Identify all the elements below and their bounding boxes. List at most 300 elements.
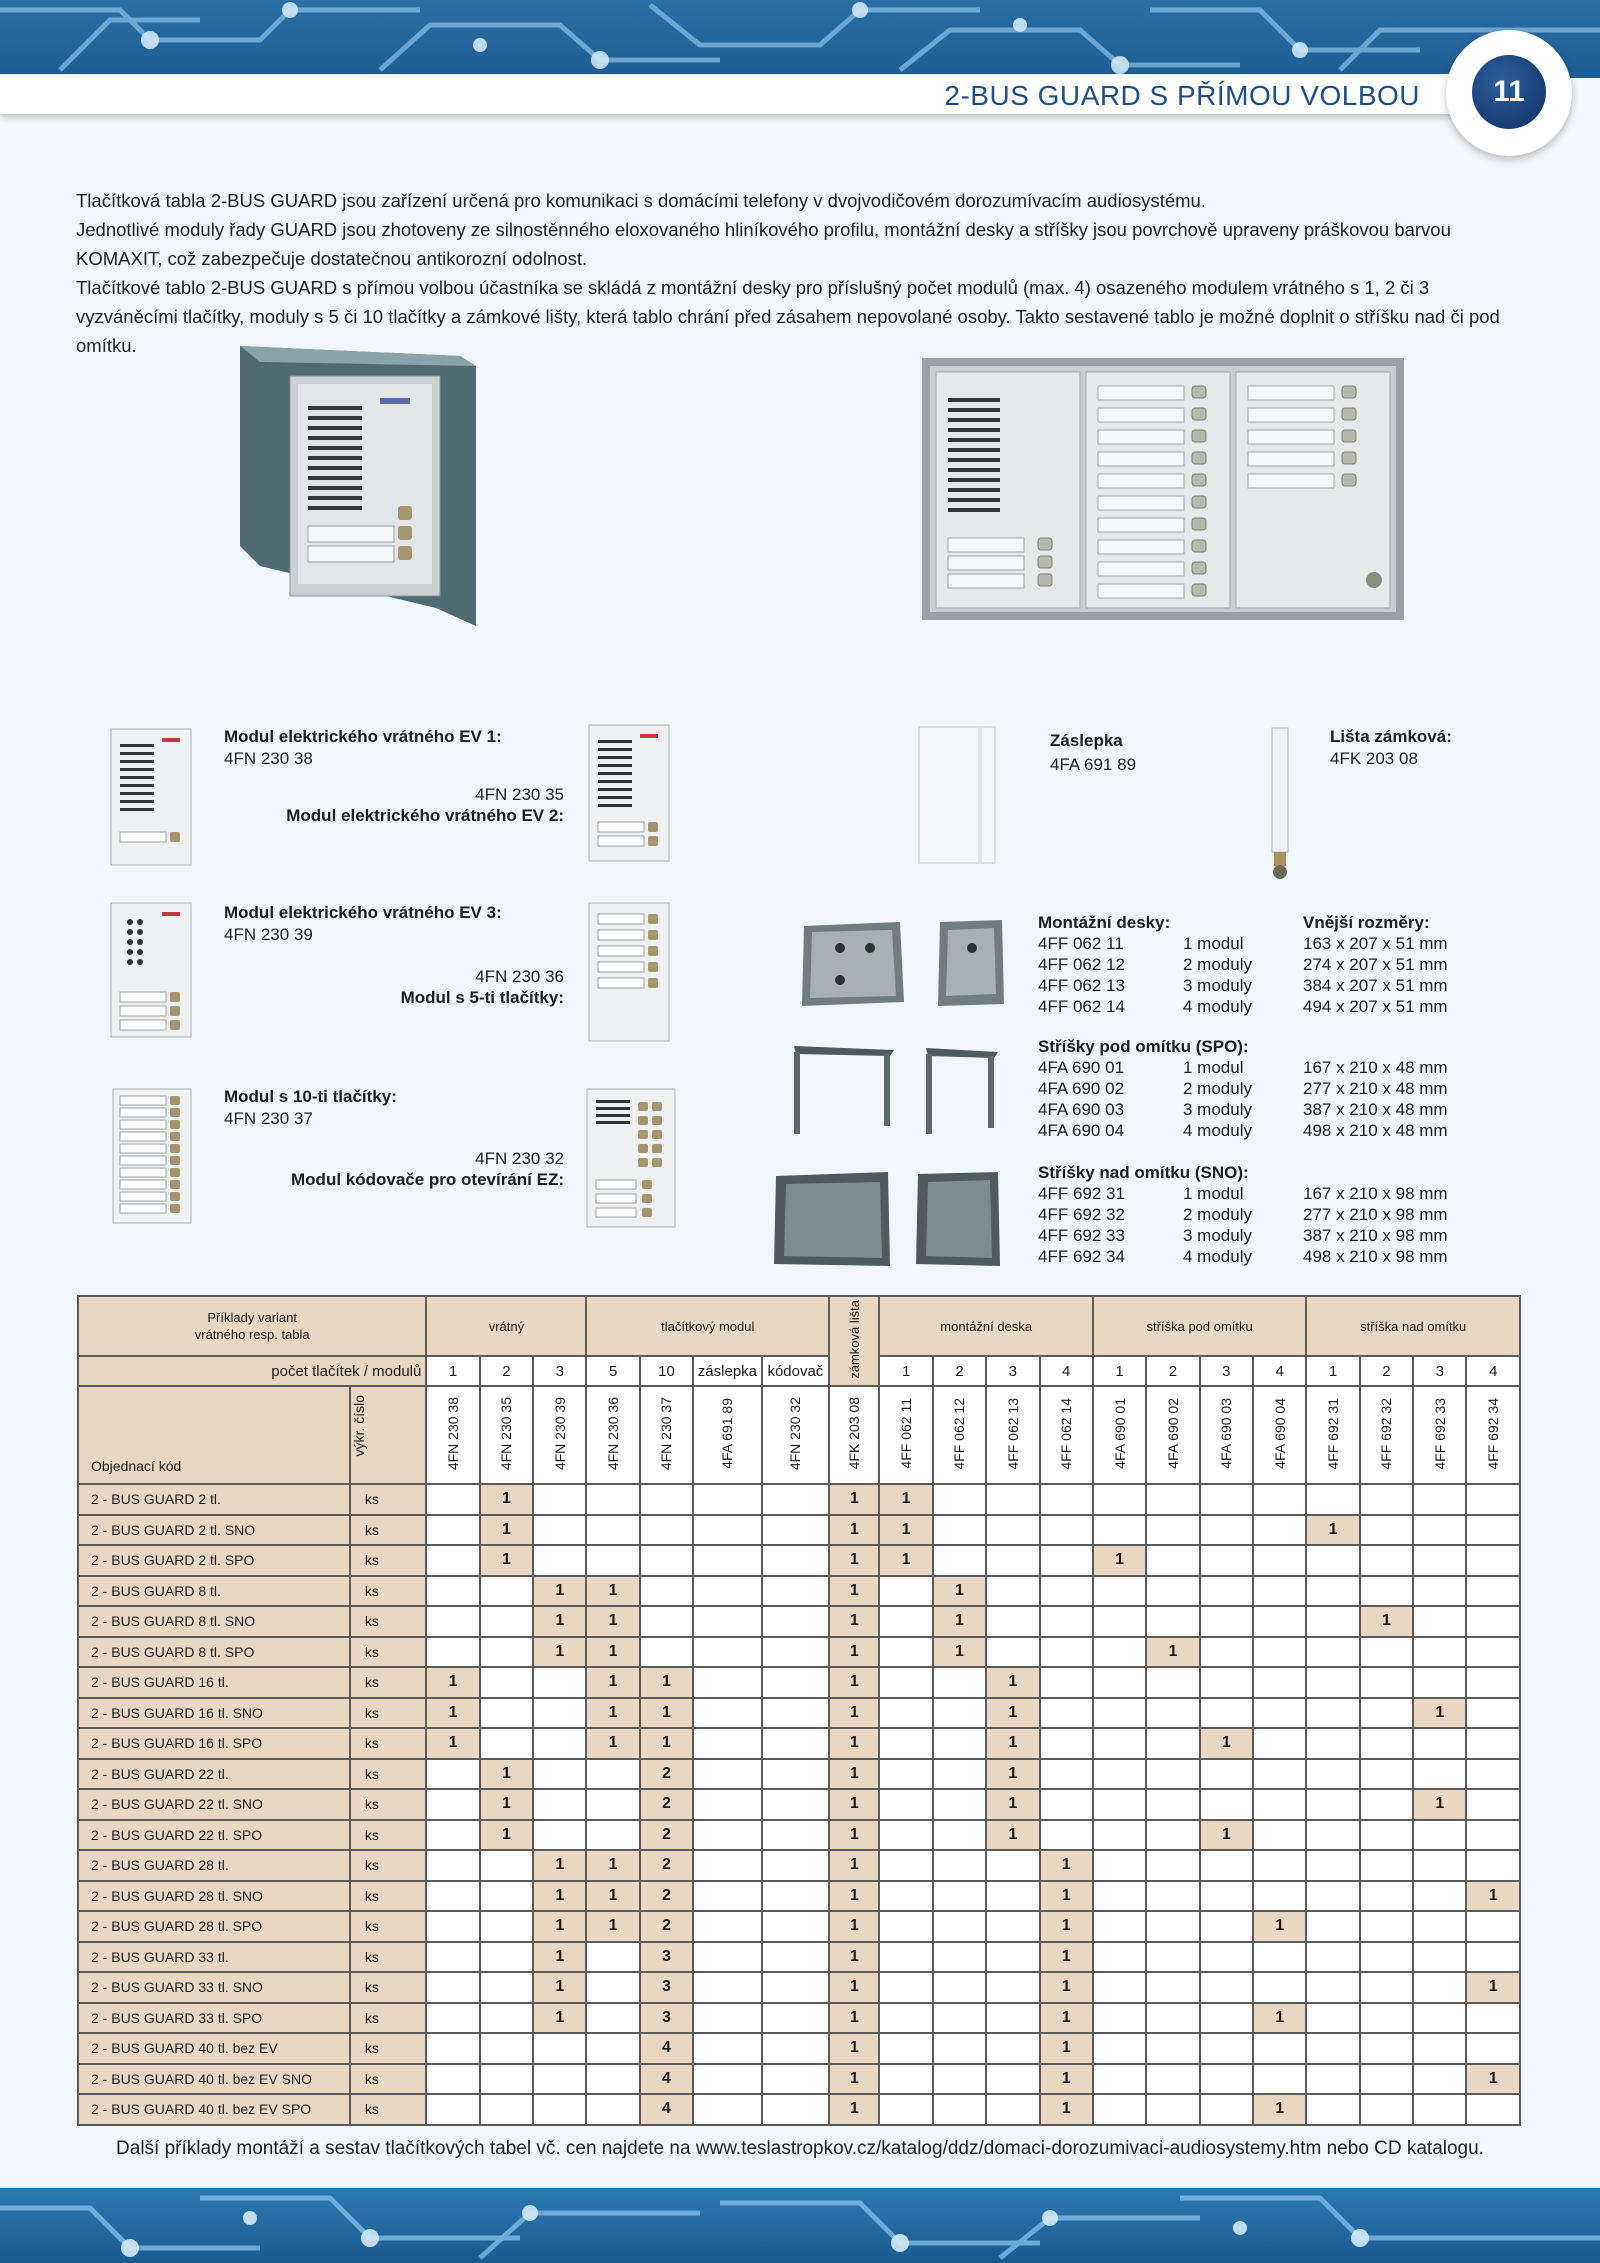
table-part-code — [1146, 1386, 1199, 1484]
quantity-cell — [426, 1576, 479, 1607]
quantity-cell — [693, 1606, 761, 1637]
quantity-cell — [1040, 1789, 1093, 1820]
quantity-cell: 1 — [640, 1698, 693, 1729]
quantity-cell: 1 — [879, 1545, 932, 1576]
quantity-cell — [1146, 1820, 1199, 1851]
quantity-cell: 1 — [480, 1515, 533, 1546]
table-row — [78, 2064, 1520, 2095]
variant-unit: ks — [350, 1850, 427, 1881]
variant-unit: ks — [350, 1606, 427, 1637]
variant-name: 2 - BUS GUARD 2 tl. SPO — [78, 1545, 350, 1576]
spec-code: 4FA 690 04 — [1038, 1121, 1125, 1140]
quantity-cell — [1413, 1850, 1466, 1881]
quantity-cell — [1146, 1484, 1199, 1515]
variant-name: 2 - BUS GUARD 33 tl. SPO — [78, 2003, 350, 2034]
quantity-cell — [986, 1637, 1039, 1668]
quantity-cell — [1146, 2033, 1199, 2064]
table-part-no-text: výkr. číslo — [350, 1395, 367, 1457]
table-row — [78, 1911, 1520, 1942]
quantity-cell — [933, 1820, 986, 1851]
table-part-code — [480, 1386, 533, 1484]
quantity-cell — [933, 1881, 986, 1912]
quantity-cell — [533, 1698, 586, 1729]
table-part-code — [1253, 1386, 1306, 1484]
quantity-cell — [1466, 1759, 1520, 1790]
quantity-cell — [933, 1698, 986, 1729]
quantity-cell — [1040, 1545, 1093, 1576]
quantity-cell — [1253, 1667, 1306, 1698]
spec-size: 3 moduly — [1183, 1100, 1252, 1119]
quantity-cell — [762, 1667, 829, 1698]
quantity-cell — [1253, 1789, 1306, 1820]
lock-strip-name: Lišta zámková: — [1330, 727, 1452, 746]
quantity-cell — [1253, 1881, 1306, 1912]
quantity-cell: 3 — [640, 1972, 693, 2003]
quantity-cell: 1 — [533, 2003, 586, 2034]
spo-roof-row — [1038, 1057, 1503, 1078]
quantity-cell — [480, 2033, 533, 2064]
spec-size: 4 moduly — [1183, 1121, 1252, 1140]
part-code-text: 4FA 690 02 — [1164, 1398, 1181, 1469]
quantity-cell — [693, 1576, 761, 1607]
quantity-cell — [426, 1942, 479, 1973]
quantity-cell: 1 — [986, 1698, 1039, 1729]
quantity-cell — [1306, 1606, 1359, 1637]
quantity-cell — [1360, 1576, 1413, 1607]
quantity-cell — [1253, 1850, 1306, 1881]
quantity-cell: 1 — [829, 1759, 879, 1790]
quantity-cell: 1 — [1306, 1515, 1359, 1546]
quantity-cell — [1413, 1881, 1466, 1912]
quantity-cell — [762, 1728, 829, 1759]
quantity-cell — [1306, 1850, 1359, 1881]
quantity-cell: 1 — [1040, 1850, 1093, 1881]
intro-paragraph: Tlačítková tabla 2-BUS GUARD jsou zařízení určená pro komunikaci s domácími telefony v dvojvodičovém dorozumívacím audiosystému. — [76, 190, 1206, 211]
quantity-cell — [533, 1759, 586, 1790]
quantity-cell — [1413, 1820, 1466, 1851]
quantity-cell — [933, 1942, 986, 1973]
quantity-cell — [879, 1942, 932, 1973]
quantity-cell — [933, 1667, 986, 1698]
quantity-cell — [1040, 1515, 1093, 1546]
quantity-cell — [480, 1942, 533, 1973]
quantity-cell — [586, 1972, 639, 2003]
quantity-cell: 1 — [829, 1789, 879, 1820]
quantity-cell — [426, 1820, 479, 1851]
quantity-cell — [986, 2003, 1039, 2034]
quantity-cell — [986, 2064, 1039, 2095]
quantity-cell — [879, 1606, 932, 1637]
quantity-cell: 1 — [480, 1484, 533, 1515]
quantity-cell: 1 — [1093, 1545, 1146, 1576]
quantity-cell — [1093, 2064, 1146, 2095]
quantity-cell — [1253, 1606, 1306, 1637]
quantity-cell — [1040, 1637, 1093, 1668]
quantity-cell — [640, 1576, 693, 1607]
quantity-cell — [1306, 1637, 1359, 1668]
quantity-cell — [480, 1576, 533, 1607]
quantity-cell: 1 — [986, 1728, 1039, 1759]
table-part-code — [1040, 1386, 1093, 1484]
quantity-cell — [426, 2033, 479, 2064]
quantity-cell — [879, 2003, 932, 2034]
part-code-text: 4FA 691 89 — [719, 1398, 736, 1469]
quantity-cell — [1360, 1820, 1413, 1851]
quantity-cell — [533, 1545, 586, 1576]
quantity-cell — [1200, 1789, 1253, 1820]
quantity-cell — [1253, 1545, 1306, 1576]
variant-unit: ks — [350, 1728, 427, 1759]
quantity-cell — [879, 1637, 932, 1668]
quantity-cell — [1093, 1637, 1146, 1668]
table-group-label: zámková lišta — [846, 1299, 862, 1379]
table-part-code — [879, 1386, 932, 1484]
variant-name: 2 - BUS GUARD 8 tl. SNO — [78, 1606, 350, 1637]
spec-code: 4FF 062 12 — [1038, 955, 1125, 974]
table-count-cell: 1 — [426, 1356, 479, 1386]
table-group-header — [829, 1296, 879, 1386]
module-10-buttons-name: Modul s 10-ti tlačítky: — [224, 1087, 397, 1106]
quantity-cell — [1466, 1789, 1520, 1820]
lock-strip-code: 4FK 203 08 — [1330, 749, 1418, 768]
spec-size: 3 moduly — [1183, 1226, 1252, 1245]
quantity-cell — [986, 2094, 1039, 2125]
quantity-cell — [1360, 1881, 1413, 1912]
quantity-cell: 1 — [986, 1820, 1039, 1851]
quantity-cell — [693, 1698, 761, 1729]
quantity-cell: 1 — [829, 1972, 879, 2003]
module-5-buttons-name: Modul s 5-ti tlačítky: — [400, 988, 564, 1007]
quantity-cell — [586, 1759, 639, 1790]
table-count-cell: 10 — [640, 1356, 693, 1386]
quantity-cell — [1146, 2064, 1199, 2095]
quantity-cell: 1 — [533, 1911, 586, 1942]
variant-name: 2 - BUS GUARD 22 tl. — [78, 1759, 350, 1790]
quantity-cell — [1146, 1667, 1199, 1698]
quantity-cell: 3 — [640, 1942, 693, 1973]
variant-name: 2 - BUS GUARD 2 tl. SNO — [78, 1515, 350, 1546]
quantity-cell — [1253, 1759, 1306, 1790]
quantity-cell: 1 — [933, 1576, 986, 1607]
sno-roofs-spec — [1038, 1162, 1503, 1267]
quantity-cell: 1 — [1253, 2003, 1306, 2034]
quantity-cell — [1200, 2094, 1253, 2125]
variant-unit: ks — [350, 1576, 427, 1607]
quantity-cell — [1200, 1515, 1253, 1546]
quantity-cell — [986, 1484, 1039, 1515]
table-row — [78, 1942, 1520, 1973]
circuit-board-header-decoration — [0, 0, 1600, 78]
module-ev3-code: 4FN 230 39 — [224, 925, 313, 944]
table-row — [78, 1576, 1520, 1607]
table-count-cell: 2 — [1146, 1356, 1199, 1386]
mounting-desk-row — [1038, 975, 1503, 996]
spec-size: 1 modul — [1183, 1058, 1244, 1077]
quantity-cell — [586, 1789, 639, 1820]
quantity-cell — [533, 2094, 586, 2125]
quantity-cell: 1 — [879, 1515, 932, 1546]
quantity-cell — [426, 1545, 479, 1576]
quantity-cell — [879, 1728, 932, 1759]
quantity-cell — [762, 1759, 829, 1790]
quantity-cell — [1360, 1942, 1413, 1973]
quantity-cell — [693, 1759, 761, 1790]
quantity-cell — [1306, 2033, 1359, 2064]
quantity-cell — [1360, 2033, 1413, 2064]
quantity-cell — [1253, 1728, 1306, 1759]
spec-code: 4FF 692 32 — [1038, 1205, 1125, 1224]
quantity-cell — [426, 1759, 479, 1790]
quantity-cell — [1306, 2094, 1359, 2125]
table-count-cell: 3 — [533, 1356, 586, 1386]
quantity-cell — [1146, 2003, 1199, 2034]
variant-unit: ks — [350, 1545, 427, 1576]
quantity-cell — [1466, 1515, 1520, 1546]
quantity-cell — [480, 1728, 533, 1759]
quantity-cell — [1200, 1759, 1253, 1790]
quantity-cell: 1 — [1040, 1911, 1093, 1942]
table-count-cell: 3 — [986, 1356, 1039, 1386]
quantity-cell — [986, 2033, 1039, 2064]
mounting-desk-row — [1038, 954, 1503, 975]
quantity-cell — [1466, 1484, 1520, 1515]
quantity-cell — [426, 1789, 479, 1820]
quantity-cell — [426, 1515, 479, 1546]
table-part-code — [1093, 1386, 1146, 1484]
table-row — [78, 1728, 1520, 1759]
part-code-text: 4FF 062 12 — [951, 1397, 968, 1470]
quantity-cell — [933, 1484, 986, 1515]
quantity-cell — [1146, 1850, 1199, 1881]
part-code-text: 4FN 230 37 — [658, 1396, 675, 1471]
quantity-cell — [1413, 1728, 1466, 1759]
quantity-cell: 1 — [829, 1545, 879, 1576]
quantity-cell — [1253, 2064, 1306, 2095]
quantity-cell — [1466, 2003, 1520, 2034]
quantity-cell — [1093, 1972, 1146, 2003]
quantity-cell — [933, 2094, 986, 2125]
quantity-cell — [1306, 1667, 1359, 1698]
quantity-cell — [1466, 1820, 1520, 1851]
quantity-cell — [1200, 1545, 1253, 1576]
quantity-cell — [1093, 1820, 1146, 1851]
quantity-cell — [879, 1759, 932, 1790]
table-group-header: stříška pod omítku — [1093, 1296, 1306, 1356]
quantity-cell: 1 — [829, 2094, 879, 2125]
table-count-cell: 1 — [1093, 1356, 1146, 1386]
quantity-cell — [480, 1911, 533, 1942]
quantity-cell — [1253, 1576, 1306, 1607]
quantity-cell — [693, 1728, 761, 1759]
table-row — [78, 1972, 1520, 2003]
quantity-cell — [693, 1820, 761, 1851]
quantity-cell — [1466, 1911, 1520, 1942]
quantity-cell — [1040, 1820, 1093, 1851]
variant-unit: ks — [350, 1637, 427, 1668]
quantity-cell: 1 — [829, 1667, 879, 1698]
variant-name: 2 - BUS GUARD 28 tl. SNO — [78, 1881, 350, 1912]
table-part-code — [1413, 1386, 1466, 1484]
quantity-cell — [586, 2033, 639, 2064]
quantity-cell: 1 — [640, 1667, 693, 1698]
quantity-cell: 1 — [586, 1637, 639, 1668]
variant-unit: ks — [350, 1484, 427, 1515]
quantity-cell — [586, 1515, 639, 1546]
part-code-text: 4FK 203 08 — [846, 1397, 863, 1470]
quantity-cell — [480, 2003, 533, 2034]
quantity-cell — [1306, 1881, 1359, 1912]
blank-cover-photo — [918, 726, 996, 864]
quantity-cell — [1093, 1881, 1146, 1912]
table-row — [78, 1759, 1520, 1790]
quantity-cell: 1 — [1413, 1789, 1466, 1820]
roof-over-plaster-large-photo — [772, 1170, 892, 1270]
variant-name: 2 - BUS GUARD 2 tl. — [78, 1484, 350, 1515]
part-code-text: 4FN 230 38 — [445, 1396, 462, 1471]
spec-dimensions: 277 x 210 x 98 mm — [1303, 1205, 1448, 1224]
table-row — [78, 1850, 1520, 1881]
quantity-cell: 1 — [533, 1576, 586, 1607]
part-code-text: 4FN 230 35 — [498, 1396, 515, 1471]
quantity-cell — [480, 2064, 533, 2095]
quantity-cell: 1 — [1253, 1911, 1306, 1942]
quantity-cell — [586, 1820, 639, 1851]
quantity-cell — [986, 1911, 1039, 1942]
quantity-cell — [986, 1515, 1039, 1546]
quantity-cell — [762, 1698, 829, 1729]
table-count-cell: 4 — [1466, 1356, 1520, 1386]
table-row — [78, 1789, 1520, 1820]
lock-strip-photo — [1262, 726, 1302, 882]
variant-unit: ks — [350, 1667, 427, 1698]
table-count-cell: záslepka — [693, 1356, 761, 1386]
variant-name: 2 - BUS GUARD 28 tl. SPO — [78, 1911, 350, 1942]
module-10-buttons-photo — [112, 1088, 192, 1224]
spec-code: 4FF 692 33 — [1038, 1226, 1125, 1245]
quantity-cell — [1253, 1698, 1306, 1729]
part-code-text: 4FN 230 32 — [787, 1396, 804, 1471]
quantity-cell — [1413, 1545, 1466, 1576]
variant-name: 2 - BUS GUARD 16 tl. SNO — [78, 1698, 350, 1729]
quantity-cell — [762, 1789, 829, 1820]
quantity-cell — [533, 1515, 586, 1546]
quantity-cell — [879, 1576, 932, 1607]
quantity-cell — [1306, 2064, 1359, 2095]
quantity-cell — [1413, 1759, 1466, 1790]
quantity-cell — [693, 1484, 761, 1515]
quantity-cell — [1146, 1576, 1199, 1607]
quantity-cell — [426, 1637, 479, 1668]
quantity-cell — [933, 1515, 986, 1546]
quantity-cell — [1413, 2064, 1466, 2095]
quantity-cell — [1040, 1576, 1093, 1607]
quantity-cell: 2 — [640, 1850, 693, 1881]
quantity-cell: 1 — [1040, 1881, 1093, 1912]
quantity-cell: 1 — [480, 1545, 533, 1576]
quantity-cell — [1200, 1911, 1253, 1942]
quantity-cell — [533, 1667, 586, 1698]
table-count-cell: 4 — [1253, 1356, 1306, 1386]
spec-dimensions: 384 x 207 x 51 mm — [1303, 976, 1448, 995]
table-part-code — [533, 1386, 586, 1484]
spec-code: 4FA 690 03 — [1038, 1100, 1125, 1119]
quantity-cell — [1413, 1637, 1466, 1668]
quantity-cell — [1466, 1667, 1520, 1698]
quantity-cell — [1306, 1972, 1359, 2003]
quantity-cell — [426, 1850, 479, 1881]
quantity-cell — [1466, 1942, 1520, 1973]
quantity-cell: 1 — [426, 1698, 479, 1729]
table-code-row — [78, 1386, 1520, 1484]
module-ev2-code: 4FN 230 35 — [475, 785, 564, 804]
variant-unit: ks — [350, 1972, 427, 2003]
quantity-cell — [986, 1881, 1039, 1912]
spec-code: 4FF 062 13 — [1038, 976, 1125, 995]
page-number-badge: 11 — [1472, 55, 1546, 129]
page-title: 2-BUS GUARD S PŘÍMOU VOLBOU — [944, 80, 1420, 111]
spo-roof-row — [1038, 1078, 1503, 1099]
spec-code: 4FF 692 31 — [1038, 1184, 1125, 1203]
quantity-cell — [1466, 1637, 1520, 1668]
quantity-cell — [1360, 2094, 1413, 2125]
quantity-cell — [933, 2064, 986, 2095]
part-code-text: 4FA 690 01 — [1111, 1398, 1128, 1469]
part-code-text: 4FF 692 33 — [1431, 1397, 1448, 1470]
part-code-text: 4FA 690 04 — [1271, 1398, 1288, 1469]
quantity-cell — [1040, 1728, 1093, 1759]
quantity-cell — [1466, 1545, 1520, 1576]
quantity-cell — [693, 2003, 761, 2034]
table-row — [78, 2033, 1520, 2064]
sno-roof-row — [1038, 1183, 1503, 1204]
variant-unit: ks — [350, 1881, 427, 1912]
quantity-cell — [1093, 1576, 1146, 1607]
quantity-cell — [879, 1972, 932, 2003]
quantity-cell — [1466, 2094, 1520, 2125]
quantity-cell — [426, 1606, 479, 1637]
quantity-cell — [1093, 1484, 1146, 1515]
table-part-code — [1466, 1386, 1520, 1484]
blank-cover-code: 4FA 691 89 — [1050, 755, 1137, 774]
quantity-cell: 1 — [1040, 2064, 1093, 2095]
quantity-cell: 1 — [1040, 1942, 1093, 1973]
quantity-cell — [1360, 2064, 1413, 2095]
quantity-cell — [762, 1972, 829, 2003]
table-count-cell: 2 — [480, 1356, 533, 1386]
quantity-cell — [1360, 1667, 1413, 1698]
quantity-cell — [1360, 1484, 1413, 1515]
quantity-cell — [1306, 1759, 1359, 1790]
quantity-cell: 1 — [586, 1911, 639, 1942]
quantity-cell: 1 — [426, 1728, 479, 1759]
table-row — [78, 2094, 1520, 2125]
quantity-cell — [933, 1789, 986, 1820]
spec-code: 4FF 062 14 — [1038, 997, 1125, 1016]
quantity-cell: 4 — [640, 2033, 693, 2064]
quantity-cell — [933, 1972, 986, 2003]
quantity-cell — [1360, 1850, 1413, 1881]
quantity-cell — [986, 1576, 1039, 1607]
quantity-cell — [1413, 1576, 1466, 1607]
quantity-cell: 1 — [1040, 2094, 1093, 2125]
quantity-cell: 1 — [1413, 1698, 1466, 1729]
mounting-desk-row — [1038, 933, 1503, 954]
mounting-desks-spec — [1038, 912, 1503, 1017]
part-code-text: 4FA 690 03 — [1218, 1398, 1235, 1469]
sno-roof-row — [1038, 1225, 1503, 1246]
quantity-cell — [1306, 1942, 1359, 1973]
quantity-cell: 1 — [829, 1576, 879, 1607]
